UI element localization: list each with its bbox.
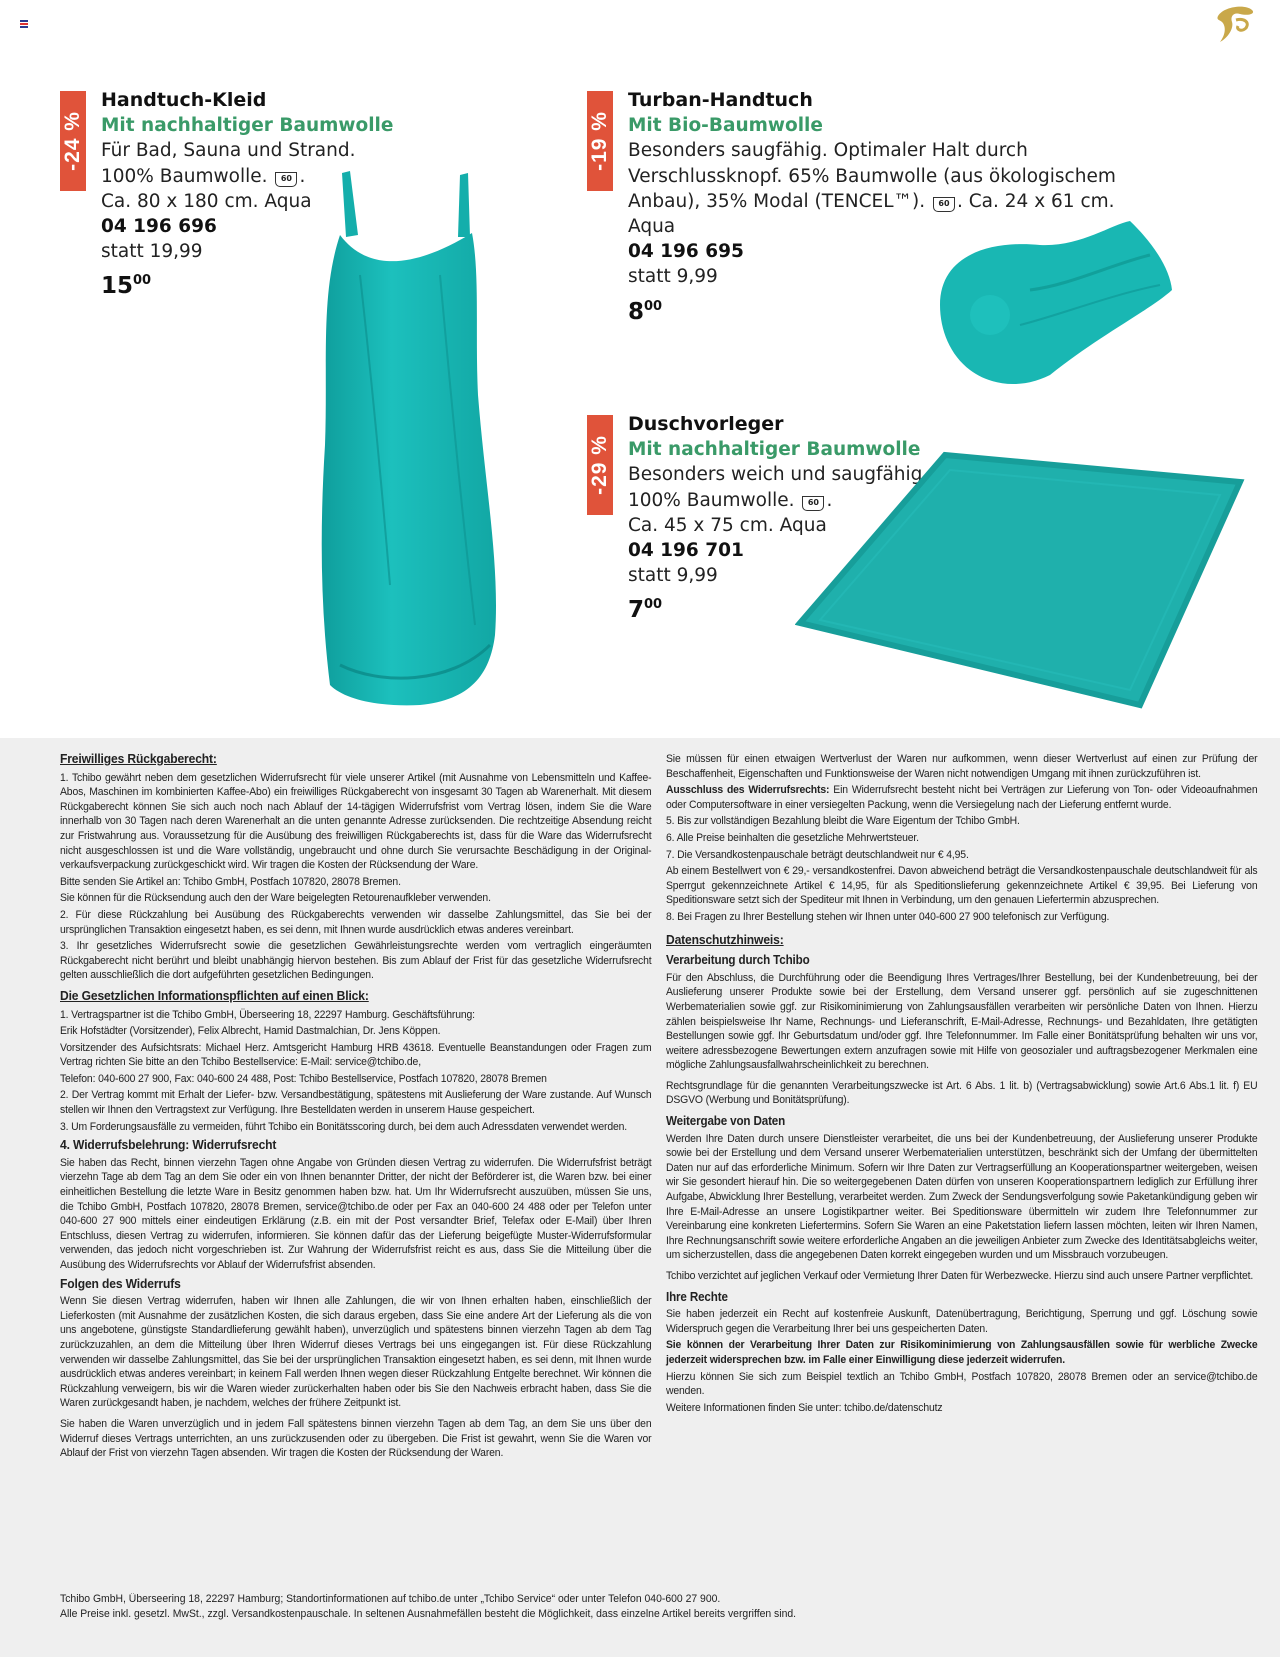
- legal-paragraph: Ausschluss des Widerrufsrechts: Ein Widerrufsrecht besteht nicht bei Verträgen zur Lieferung von Ton- oder Videoaufnahmen oder Computersoftware in einer versiegelten Packung, wenn die Versiegelung nach der Lieferung entfernt wurde.: [666, 784, 1258, 811]
- legal-paragraph: Erik Hofstädter (Vorsitzender), Felix Albrecht, Hamid Dastmalchian, Dr. Jens Köppen.: [60, 1025, 441, 1038]
- legal-paragraph: Sie können für die Rücksendung auch den der Ware beigelegten Retourenaufkleber verwenden.: [60, 892, 491, 905]
- legal-paragraph: 3. Um Forderungsausfälle zu vermeiden, führt Tchibo ein Bonitätsscoring durch, bei dem auch Adressdaten verwendet werden.: [60, 1120, 628, 1133]
- product-size: Ca. 45 x 75 cm. Aqua: [628, 514, 827, 536]
- product-feature: Mit nachhaltiger Baumwolle: [628, 439, 921, 461]
- discount-badge: -29 %: [587, 415, 613, 515]
- legal-paragraph: 1. Vertragspartner ist die Tchibo GmbH, Überseering 18, 22297 Hamburg. Geschäftsführung:: [60, 1008, 475, 1021]
- footer-prices: Alle Preise inkl. gesetzl. MwSt., zzgl. Versandkostenpauschale. In seltenen Ausnahmefällen besteht die Möglichkeit, dass einzelne Artikel bereits vergriffen sind.: [60, 1607, 797, 1620]
- washing-care-icon: 60: [275, 172, 297, 187]
- heading-folgen-des-widerrufs: Folgen des Widerrufs: [60, 1275, 181, 1291]
- datenschutz-link: Weitere Informationen finden Sie unter: tchibo.de/datenschutz: [666, 1401, 943, 1414]
- washing-care-icon: 60: [802, 496, 824, 511]
- heading-verarbeitung: Verarbeitung durch Tchibo: [666, 953, 810, 968]
- legal-section: [0, 738, 1280, 1657]
- article-number: 04 196 701: [628, 540, 744, 562]
- turban-towel-image: [930, 215, 1180, 395]
- legal-left-column: [60, 752, 651, 1463]
- article-number: 04 196 695: [628, 241, 744, 263]
- legal-paragraph: Vorsitzender des Aufsichtsrats: Michael Herz. Amtsgericht Hamburg HRB 43618. Eventuelle Beanstandungen oder Fragen zum Vertrag richten Sie bitte an den Tchibo Bestellservice: E-Mail: service@tchibo.de,: [60, 1041, 652, 1069]
- heading-ihre-rechte: Ihre Rechte: [666, 1289, 728, 1304]
- heading-datenschutzhinweis: Datenschutzhinweis:: [666, 931, 784, 947]
- shower-mat-image: [795, 440, 1245, 710]
- heading-rueckgaberecht: Freiwilliges Rückgaberecht:: [60, 751, 217, 766]
- article-number: 04 196 696: [101, 216, 217, 238]
- heading-widerrufsbelehrung: 4. Widerrufsbelehrung: Widerrufsrecht: [60, 1137, 277, 1153]
- legal-paragraph: 3. Ihr gesetzliches Widerrufsrecht sowie die gesetzlichen Gewährleistungsrechte werden vom vertraglich eingeräumten Rückgaberecht nicht berührt und bleibt unabhängig hiervon bestehen. Bis zum Ablauf der Frist für das gesetzliche Widerrufsrecht gelten ausschließlich die dort aufgeführten gesetzlichen Bedingungen.: [60, 940, 652, 982]
- product-description: Für Bad, Sauna und Strand.: [101, 140, 356, 162]
- legal-paragraph: Hierzu können Sie sich zum Beispiel textlich an Tchibo GmbH, Postfach 107820, 28078 Bremen oder an service@tchibo.de wenden.: [666, 1370, 1258, 1398]
- product-description: Besonders saugfähig. Optimaler Halt durch: [628, 140, 1028, 162]
- legal-paragraph: Rechtsgrundlage für die genannten Verarbeitungszwecke ist Art. 6 Abs. 1 lit. b) (Vertragsabwicklung) sowie Art.6 Abs.1 lit. f) EU DSGVO (Werbung und Bonitätsprüfung).: [666, 1079, 1258, 1107]
- price: $8^{00}$: [628, 298, 663, 325]
- heading-informationspflichten: Die Gesetzlichen Informationspflichten auf einen Blick:: [60, 987, 369, 1003]
- legal-paragraph: Telefon: 040-600 27 900, Fax: 040-600 24 488, Post: Tchibo Bestellservice, Postfach 107820, 28078 Bremen: [60, 1072, 547, 1085]
- product-material: 100% Baumwolle. 60 .: [101, 165, 306, 187]
- price: $7^{00}$: [628, 597, 663, 624]
- legal-paragraph: Sie haben jederzeit ein Recht auf kostenfreie Auskunft, Datenübertragung, Berichtigung, Sperrung und ggf. Löschung sowie Widerspruch gegen die Verarbeitung Ihrer bei uns gespeicherten Daten.: [666, 1308, 1258, 1335]
- legal-paragraph: Sie können der Verarbeitung Ihrer Daten zur Risikominimierung von Zahlungsausfällen sowie für werbliche Zwecke jederzeit widersprechen bzw. im Falle einer Einwilligung diese jederzeit widerrufen.: [666, 1339, 1258, 1366]
- towel-dress-image: [300, 165, 530, 710]
- legal-paragraph: Wenn Sie diesen Vertrag widerrufen, haben wir Ihnen alle Zahlungen, die wir von Ihnen erhalten haben, einschließlich der Lieferkosten (mit Ausnahme der zusätzlichen Kosten, die sich daraus ergeben, dass Sie eine andere Art der Lieferung als die von uns angebotene, günstigste Standardlieferung gewählt haben), unverzüglich und spätestens binnen vierzehn Tagen ab dem Tag zurückzuzahlen, an dem die Mitteilung über Ihren Widerruf dieses Vertrags bei uns eingegangen ist. Für diese Rückzahlung verwenden wir dasselbe Zahlungsmittel, das Sie bei der ursprünglichen Transaktion eingesetzt haben, es sei denn, mit Ihnen wurde ausdrücklich etwas anderes vereinbart; in keinem Fall werden Ihnen wegen dieser Rückzahlung Entgelte berechnet. Wir können die Rückzahlung verweigern, bis wir die Waren wieder zurückerhalten haben oder bis Sie den Nachweis erbracht haben, dass Sie die Waren zurückgesandt haben, je nachdem, welches der frühere Zeitpunkt ist.: [60, 1295, 652, 1410]
- heading-weitergabe: Weitergabe von Daten: [666, 1114, 786, 1129]
- product-name: Duschvorleger: [628, 413, 784, 435]
- legal-paragraph: 7. Die Versandkostenpauschale beträgt deutschlandweit nur € 4,95.: [666, 848, 969, 861]
- product-description: Besonders weich und saugfähig.: [628, 464, 929, 486]
- product-feature: Mit Bio-Baumwolle: [628, 115, 823, 137]
- legal-paragraph: 6. Alle Preise beinhalten die gesetzliche Mehrwertsteuer.: [666, 831, 919, 844]
- tchibo-logo-icon: [1210, 2, 1260, 46]
- flag-icon: [20, 20, 28, 28]
- old-price: statt 9,99: [628, 565, 718, 587]
- product-feature: Mit nachhaltiger Baumwolle: [101, 115, 394, 137]
- product-color: Aqua: [628, 216, 676, 238]
- legal-paragraph: 5. Bis zur vollständigen Bezahlung bleibt die Ware Eigentum der Tchibo GmbH.: [666, 815, 1020, 828]
- old-price: statt 9,99: [628, 266, 718, 288]
- legal-paragraph: Sie haben die Waren unverzüglich und in jedem Fall spätestens binnen vierzehn Tagen ab dem Tag, an dem Sie uns über den Widerruf dieses Vertrags unterrichten, an uns zurückzusenden oder zu übergeben. Die Frist ist gewahrt, wenn Sie die Waren vor Ablauf der Frist von vierzehn Tagen absenden. Wir tragen die Kosten der Rücksendung der Waren.: [60, 1417, 652, 1460]
- discount-badge: -24 %: [60, 91, 86, 191]
- footer-address: Tchibo GmbH, Überseering 18, 22297 Hamburg; Standortinformationen auf tchibo.de unter „Tchibo Service“ oder unter Telefon 040-600 27 900.: [60, 1593, 721, 1605]
- legal-paragraph: Sie müssen für einen etwaigen Wertverlust der Waren nur aufkommen, wenn dieser Wertverlust auf einen zur Prüfung der Beschaffenheit, Eigenschaften und Funktionsweise der Waren nicht notwendigen Umgang mit ihnen zurückzuführen ist.: [666, 753, 1258, 780]
- legal-paragraph: Werden Ihre Daten durch unsere Dienstleister verarbeitet, die uns bei der Kundenbetreuung, der Auslieferung unserer Produkte sowie bei der Erstellung und dem Versand unserer Werbematerialien unterstützen, beschränkt sich der Umfang der übermittelten Daten nur auf das erforderliche Minimum. Sofern wir Ihre Daten zur Vertragserfüllung an Kooperationspartner weitergeben, weisen wir Sie gesondert hierauf hin. Die so weitergegebenen Daten dürfen von unseren Kooperationspartnern lediglich zur Erfüllung ihrer Aufgabe, Abwicklung Ihrer Bestellung, verarbeitet werden. Zum Zweck der Sendungsverfolgung sowie Paketankündigung geben wir Ihre E-Mail-Adresse an unsere Logistikpartner weiter. Bei Speditionsware übermitteln wir zudem Ihre Telefonnummer zur Vereinbarung eine konkreten Liefertermins. Sofern Sie Waren an eine Paketstation liefern lassen möchten, leiten wir Ihren Namen, Ihre Rechnungsanschrift sowie weitere erforderliche Angaben an die jeweiligen Anbieter zum Zwecke des Identitätsabgleichs weiter, um sicherzustellen, dass die angegebenen Daten korrekt eingegeben wurden und um Missbrauch vorzubeugen.: [666, 1132, 1258, 1262]
- price: $15^{00}$: [101, 273, 152, 300]
- discount-badge: -19 %: [587, 91, 613, 191]
- product-name: Turban-Handtuch: [628, 89, 813, 111]
- footer: [60, 1592, 1176, 1621]
- legal-paragraph: 2. Für diese Rückzahlung bei Ausübung des Rückgaberechts verwenden wir dasselbe Zahlungsmittel, das Sie bei der ursprünglichen Transaktion eingesetzt haben, es sei denn, mit Ihnen wurde ausdrücklich etwas anderes vereinbart.: [60, 908, 652, 936]
- washing-care-icon: 60: [933, 197, 955, 212]
- old-price: statt 19,99: [101, 241, 203, 263]
- legal-paragraph: Ab einem Bestellwert von € 29,- versandkostenfrei. Davon abweichend beträgt die Versandkostenpauschale deutschlandweit für als Sperrgut gekennzeichnete Artikel € 14,95, für als Speditionslieferung gekennzeichnete Artikel € 39,95. Bei Lieferung von Speditionsware setzt sich der Spediteur mit Ihnen in Verbindung, um den genauen Liefertermin abzusprechen.: [666, 865, 1258, 907]
- product-description-2: Verschlussknopf. 65% Baumwolle (aus ökologischem: [628, 165, 1116, 187]
- legal-right-column: [666, 752, 1257, 1417]
- legal-paragraph: 8. Bei Fragen zu Ihrer Bestellung stehen wir Ihnen unter 040-600 27 900 telefonisch zur Verfügung.: [666, 910, 1110, 923]
- product-material: Anbau), 35% Modal (TENCEL™). 60 . Ca. 24 x 61 cm.: [628, 190, 1115, 212]
- legal-paragraph: Bitte senden Sie Artikel an: Tchibo GmbH, Postfach 107820, 28078 Bremen.: [60, 875, 401, 888]
- legal-paragraph: Sie haben das Recht, binnen vierzehn Tagen ohne Angabe von Gründen diesen Vertrag zu widerrufen. Die Widerrufsfrist beträgt vierzehn Tage ab dem Tag an dem Sie oder ein von Ihnen benannter Dritter, der nicht der Beförderer ist, die Waren bzw. bei einer einheitlichen Bestellung die letzte Ware in Besitz genommen haben bzw. hat. Um Ihr Widerrufsrecht auszuüben, müssen Sie uns, die Tchibo GmbH, Postfach 107820, 28078 Bremen, service@tchibo.de oder per Fax an 040-600 24 488 oder per Telefon unter 040-600 27 900 mittels einer eindeutigen Erklärung (z.B. ein mit der Post versandter Brief, Telefax oder E-Mail) über Ihren Entschluss, diesen Vertrag zu widerrufen, informieren. Sie können dafür das der Lieferung beigefügte Muster-Widerrufsformular verwenden, das jedoch nicht vorgeschrieben ist. Zur Wahrung der Widerrufsfrist reicht es aus, dass Sie die Mitteilung über die Ausübung des Widerrufsrechts vor Ablauf der Widerrufsfrist absenden.: [60, 1156, 652, 1271]
- product-size: Ca. 80 x 180 cm. Aqua: [101, 190, 312, 212]
- product-material: 100% Baumwolle. 60 .: [628, 489, 833, 511]
- legal-paragraph: Für den Abschluss, die Durchführung oder die Beendigung Ihres Vertrages/Ihrer Bestellung, bei der Kundenbetreuung, bei der Auslieferung unserer Produkte sowie bei der Erstellung, dem Versand unserer ggf. persönlich auf sie zugeschnittenen Werbematerialien sowie ggf. zur Risikominimierung von Zahlungsausfällen verarbeiten wir persönliche Daten von Ihnen. Hierzu zählen beispielsweise Ihr Name, Rechnungs- und Lieferanschrift, E-Mail-Adresse, Rechnungs- und Bezahldaten, Ihre getätigten Bestellungen sowie ggf. Ihr Geburtsdatum und/oder ggf. Ihre Telefonnummer. Im Falle einer Bonitätsprüfung behalten wir uns vor, weitere adressbezogene Bewertungen extern anzufragen sowie mit Hilfe von geosozialer und auftragsbezogener Merkmalen eine mögliche Zahlungsausfallwahrscheinlichkeit zu berechnen.: [666, 971, 1258, 1072]
- product-name: Handtuch-Kleid: [101, 89, 267, 111]
- legal-paragraph: 1. Tchibo gewährt neben dem gesetzlichen Widerrufsrecht für viele unserer Artikel (mit Ausnahme von Lebensmitteln und Kaffee-Abos, Maschinen im kombinierten Kaffee-Abo) ein freiwilliges Rückgaberecht von insgesamt 30 Tagen ab Warenerhalt. Mit diesem Rückgaberecht können Sie sich auch noch nach Ablauf der 14-tägigen Widerrufsfrist vom Vertrag lösen, indem Sie die Ware innerhalb von 30 Tagen nach deren Warenerhalt an die unten genannte Adresse zurücksenden. Die rechtzeitige Absendung reicht zur Fristwahrung aus. Voraussetzung für die Ausübung des freiwilligen Rückgaberechts ist, dass für die Ware das Widerrufsrecht nicht ausgeschlossen ist und die Ware vollständig, ungebraucht und ohne durch Sie verursachte Beschädigung in der Original-verkaufsverpackung zurückgeschickt wird. Wir tragen die Kosten der Rücksendung der Ware.: [60, 771, 652, 872]
- legal-paragraph: 2. Der Vertrag kommt mit Erhalt der Liefer- bzw. Versandbestätigung, spätestens mit Auslieferung der Ware zustande. Auf Wunsch stellen wir Ihnen den Vertragstext zur Verfügung. Ihre Bestelldaten werden in unserem Hause gespeichert.: [60, 1089, 652, 1117]
- legal-paragraph: Tchibo verzichtet auf jeglichen Verkauf oder Vermietung Ihrer Daten für Werbezwecke. Hierzu sind auch unsere Partner verpflichtet.: [666, 1270, 1254, 1282]
